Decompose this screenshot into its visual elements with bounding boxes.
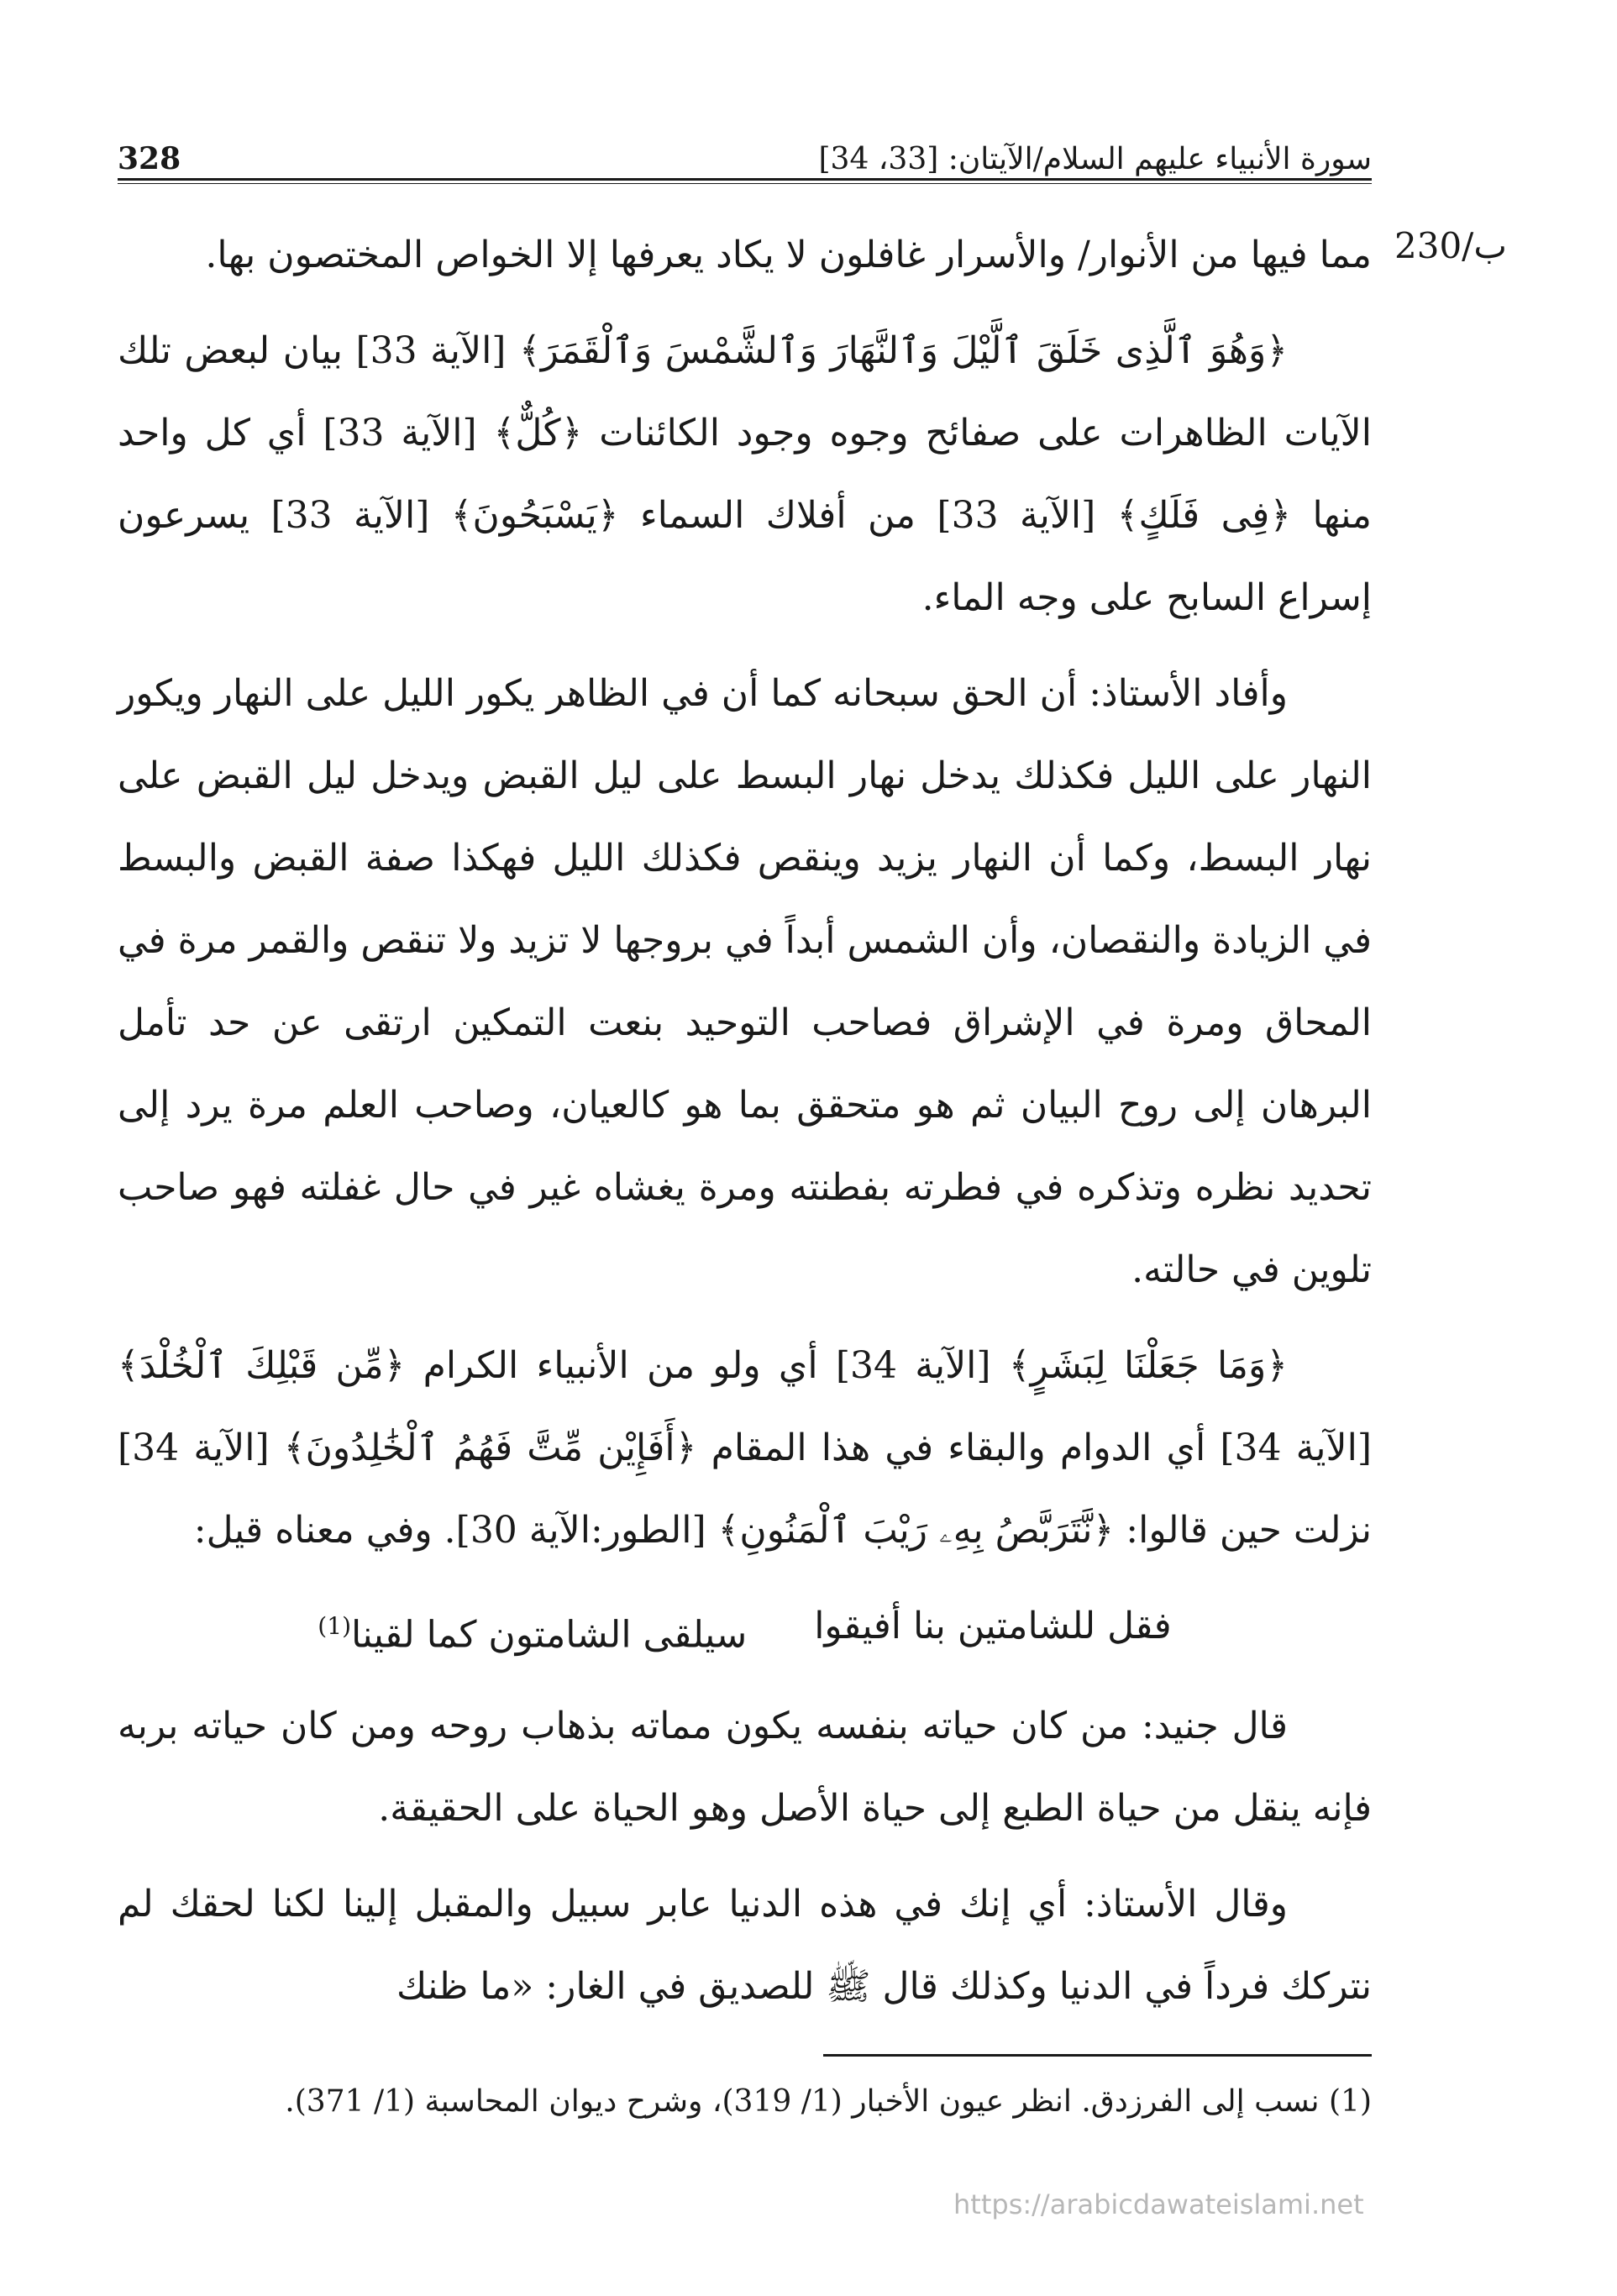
paragraph-6: وقال الأستاذ: أي إنك في هذه الدنيا عابر سبيل والمقبل إلينا لكنا لحقك لم نتركك فرداً في الدنيا وكذلك قال ﷺ للصديق في الغار: «ما ظنك xyxy=(118,1882,1372,2008)
paragraph-4: ﴿وَمَا جَعَلْنَا لِبَشَرٍ﴾ [الآية 34] أي ولو من الأنبياء الكرام ﴿مِّن قَبْلِكَ ٱلْخُلْدَ﴾ [الآية 34] أي الدوام والبقاء في هذا المقام ﴿أَفَإِيْن مِّتَّ فَهُمُ ٱلْخَٰلِدُونَ﴾ [الآية 34] نزلت حين قالوا: ﴿نَّتَرَبَّصُ بِهِۦ رَيْبَ ٱلْمَنُونِ﴾ [الطور:الآية 30]. وفي معناه قيل: xyxy=(118,1344,1372,1552)
poem-hemistich-2-text: سيلقى الشامتون كما لقينا xyxy=(351,1613,748,1657)
watermark-url: https://arabicdawateislami.net xyxy=(953,2188,1364,2220)
poem-hemistich-2 xyxy=(318,1585,747,1677)
page-header xyxy=(118,126,1372,176)
poem-hemistich-1: فقل للشامتين بنا أفيقوا xyxy=(814,1605,1172,1647)
running-title: سورة الأنبياء عليهم السلام/الآيتان: [33، 34] xyxy=(818,142,1372,176)
paragraph-1: مما فيها من الأنوار/ والأسرار غافلون لا يكاد يعرفها إلا الخواص المختصون بها. xyxy=(205,234,1372,276)
paragraph-3: وأفاد الأستاذ: أن الحق سبحانه كما أن في الظاهر يكور الليل على النهار ويكور النهار على الليل فكذلك يدخل نهار البسط على ليل القبض ويدخل ليل القبض على نهار البسط، وكما أن النهار يزيد وينقص فكذلك الليل فهكذا صفة القبض والبسط في الزيادة والنقصان، وأن الشمس أبداً في بروجها لا تزيد ولا تنقص والقمر مرة في المحاق ومرة في الإشراق فصاحب التوحيد بنعت التمكين ارتقى عن حد تأمل البرهان إلى روح البيان ثم هو متحقق بما هو كالعيان، وصاحب العلم مرة يرد إلى تحديد نظره وتذكره في فطرته بفطنته ومرة يغشاه غير في حال غفلته فهو صاحب تلوين في حالته. xyxy=(117,672,1372,1291)
main-text xyxy=(117,214,1372,2008)
page-number: 328 xyxy=(118,141,181,176)
footnote-rule xyxy=(823,2054,1372,2057)
header-rule-thin xyxy=(118,183,1372,184)
manuscript-folio-note: 230/ب xyxy=(1394,225,1507,266)
footnote: (1) نسب إلى الفرزدق. انظر عيون الأخبار (1/ 319)، وشرح ديوان المحاسبة (1/ 371). xyxy=(285,2084,1372,2119)
poem-verse xyxy=(118,1585,1372,1677)
footnote-marker: (1) xyxy=(318,1612,351,1640)
paragraph-2: ﴿وَهُوَ ٱلَّذِى خَلَقَ ٱلَّيْلَ وَٱلنَّهَارَ وَٱلشَّمْسَ وَٱلْقَمَرَ﴾ [الآية 33] بيان لبعض تلك الآيات الظاهرات على صفائح وجوه وجود الكائنات ﴿كُلٌّ﴾ [الآية 33] أي كل واحد منها ﴿فِى فَلَكٍ﴾ [الآية 33] من أفلاك السماء ﴿يَسْبَحُونَ﴾ [الآية 33] يسرعون إسراع السابح على وجه الماء. xyxy=(118,329,1372,619)
header-rule xyxy=(118,178,1372,181)
paragraph-5: قال جنيد: من كان حياته بنفسه يكون مماته بذهاب روحه ومن كان حياته بربه فإنه ينقل من حياة الطبع إلى حياة الأصل وهو الحياة على الحقيقة. xyxy=(118,1704,1372,1830)
